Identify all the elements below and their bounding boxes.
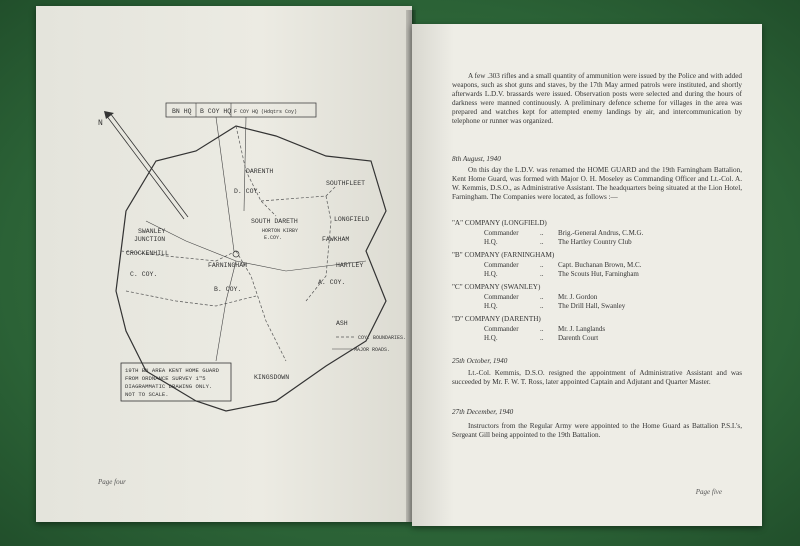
place-south-darenth: SOUTH DARETH	[251, 218, 298, 225]
intro-paragraph: A few .303 rifles and a small quantity of ammunition were issued by the Police and with added weapons, such as shot guns and staves, by the 17th May armed patrols were instituted, and shortly afterwards L.D.V. brassards were issued. Observation posts were selected and during the hours of darkness were manned continuously. A preliminary defence scheme for villages in the area was prepared and watches kept for attempted enemy landings by air, and intercommunication by telephone or runner was organized.	[452, 72, 742, 125]
key-coy-boundaries: COY. BOUNDARIES.	[358, 335, 407, 341]
place-d-coy: D. COY.	[234, 188, 262, 195]
place-crockenhill: CROCKENHILL	[126, 250, 169, 257]
company-a-hq: H.Q. .. The Hartley Country Club	[484, 238, 632, 246]
place-kingsdown: KINGSDOWN	[254, 374, 290, 381]
page-number-right: Page five	[695, 488, 722, 496]
farningham-hq-marker	[233, 251, 239, 257]
svg-text:FROM ORDNANCE SURVEY 1"5: FROM ORDNANCE SURVEY 1"5	[125, 375, 206, 382]
company-c-heading: "C" COMPANY (SWANLEY)	[452, 283, 541, 291]
company-c-hq: H.Q. .. The Drill Hall, Swanley	[484, 302, 626, 310]
date-27-december-1940: 27th December, 1940	[452, 408, 514, 416]
svg-text:NOT TO SCALE.: NOT TO SCALE.	[125, 391, 169, 398]
place-a-coy: A. COY.	[318, 279, 346, 286]
instructors-paragraph: Instructors from the Regular Army were appointed to the Home Guard as Battalion P.S.I.'s, Sergeant Gill being appointed to the 19th Battalion.	[452, 422, 742, 439]
legend-bn-hq: BN HQ	[172, 108, 192, 115]
place-swanley: SWANLEY	[138, 228, 166, 235]
place-c-coy: C. COY.	[130, 271, 158, 278]
place-horton-kirby: HORTON KIRBY	[262, 228, 299, 234]
company-d-heading: "D" COMPANY (DARENTH)	[452, 315, 541, 323]
north-arrow-icon	[98, 111, 188, 219]
company-c-commander: Commander .. Mr. J. Gordon	[484, 293, 598, 301]
company-d-commander: Commander .. Mr. J. Langlands	[484, 325, 606, 333]
company-d-hq: H.Q. .. Darenth Court	[484, 334, 599, 342]
place-darenth: DARENTH	[246, 168, 274, 175]
company-b-hq: H.Q. .. The Scouts Hut, Farningham	[484, 270, 639, 278]
company-a-heading: "A" COMPANY (LONGFIELD)	[452, 219, 547, 227]
page-number-left: Page four	[98, 478, 126, 486]
map-caption	[121, 363, 231, 401]
place-southfleet: SOUTHFLEET	[326, 180, 366, 187]
svg-text:DIAGRAMMATIC DRAWING ONLY.: DIAGRAMMATIC DRAWING ONLY.	[125, 383, 213, 390]
resignation-paragraph: Lt.-Col. Kemmis, D.S.O. resigned the appointment of Administrative Assistant and was succeeded by Mr. F. W. T. Ross, later appointed Captain and Adjutant and Quarter Master.	[452, 369, 742, 386]
place-fawkham: FAWKHAM	[322, 236, 350, 243]
key-major-roads: MAJOR ROADS.	[354, 347, 391, 353]
place-ash: ASH	[336, 320, 348, 327]
company-b-commander: Commander .. Capt. Buchanan Brown, M.C.	[484, 261, 642, 269]
formation-paragraph: On this day the L.D.V. was renamed the HOME GUARD and the 19th Farningham Battalion, Kent Home Guard, was formed with Major O. H. Moseley as Commanding Officer and Lt.-Col. A. W. Kemmis, D.S.O., as Administrative Assistant. The headquarters being situated at the Lion Hotel, Farningham. The Companies were located, as follows :—	[452, 166, 742, 201]
svg-text:19TH BN AREA KENT HOME GUARD: 19TH BN AREA KENT HOME GUARD	[125, 367, 219, 374]
date-8-august-1940: 8th August, 1940	[452, 155, 501, 163]
right-page	[412, 24, 762, 526]
battalion-area-map	[86, 101, 412, 421]
place-hartley: HARTLEY	[336, 262, 364, 269]
left-page	[36, 6, 412, 522]
place-junction: JUNCTION	[134, 236, 166, 243]
place-e-coy: E.COY.	[264, 235, 283, 241]
company-a-commander: Commander .. Brig.-General Andrus, C.M.G.	[484, 229, 644, 237]
place-longfield: LONGFIELD	[334, 216, 370, 223]
company-b-heading: "B" COMPANY (FARNINGHAM)	[452, 251, 555, 259]
place-b-coy: B. COY.	[214, 286, 242, 293]
north-label: N	[98, 119, 103, 128]
hq-legend	[166, 103, 316, 117]
date-25-october-1940: 25th October, 1940	[452, 357, 508, 365]
place-farningham: FARNINGHAM	[208, 262, 248, 269]
legend-f-coy-hq: F COY HQ (Hdqtrs Coy)	[234, 109, 298, 115]
legend-b-coy-hq: B COY HQ	[200, 108, 232, 115]
